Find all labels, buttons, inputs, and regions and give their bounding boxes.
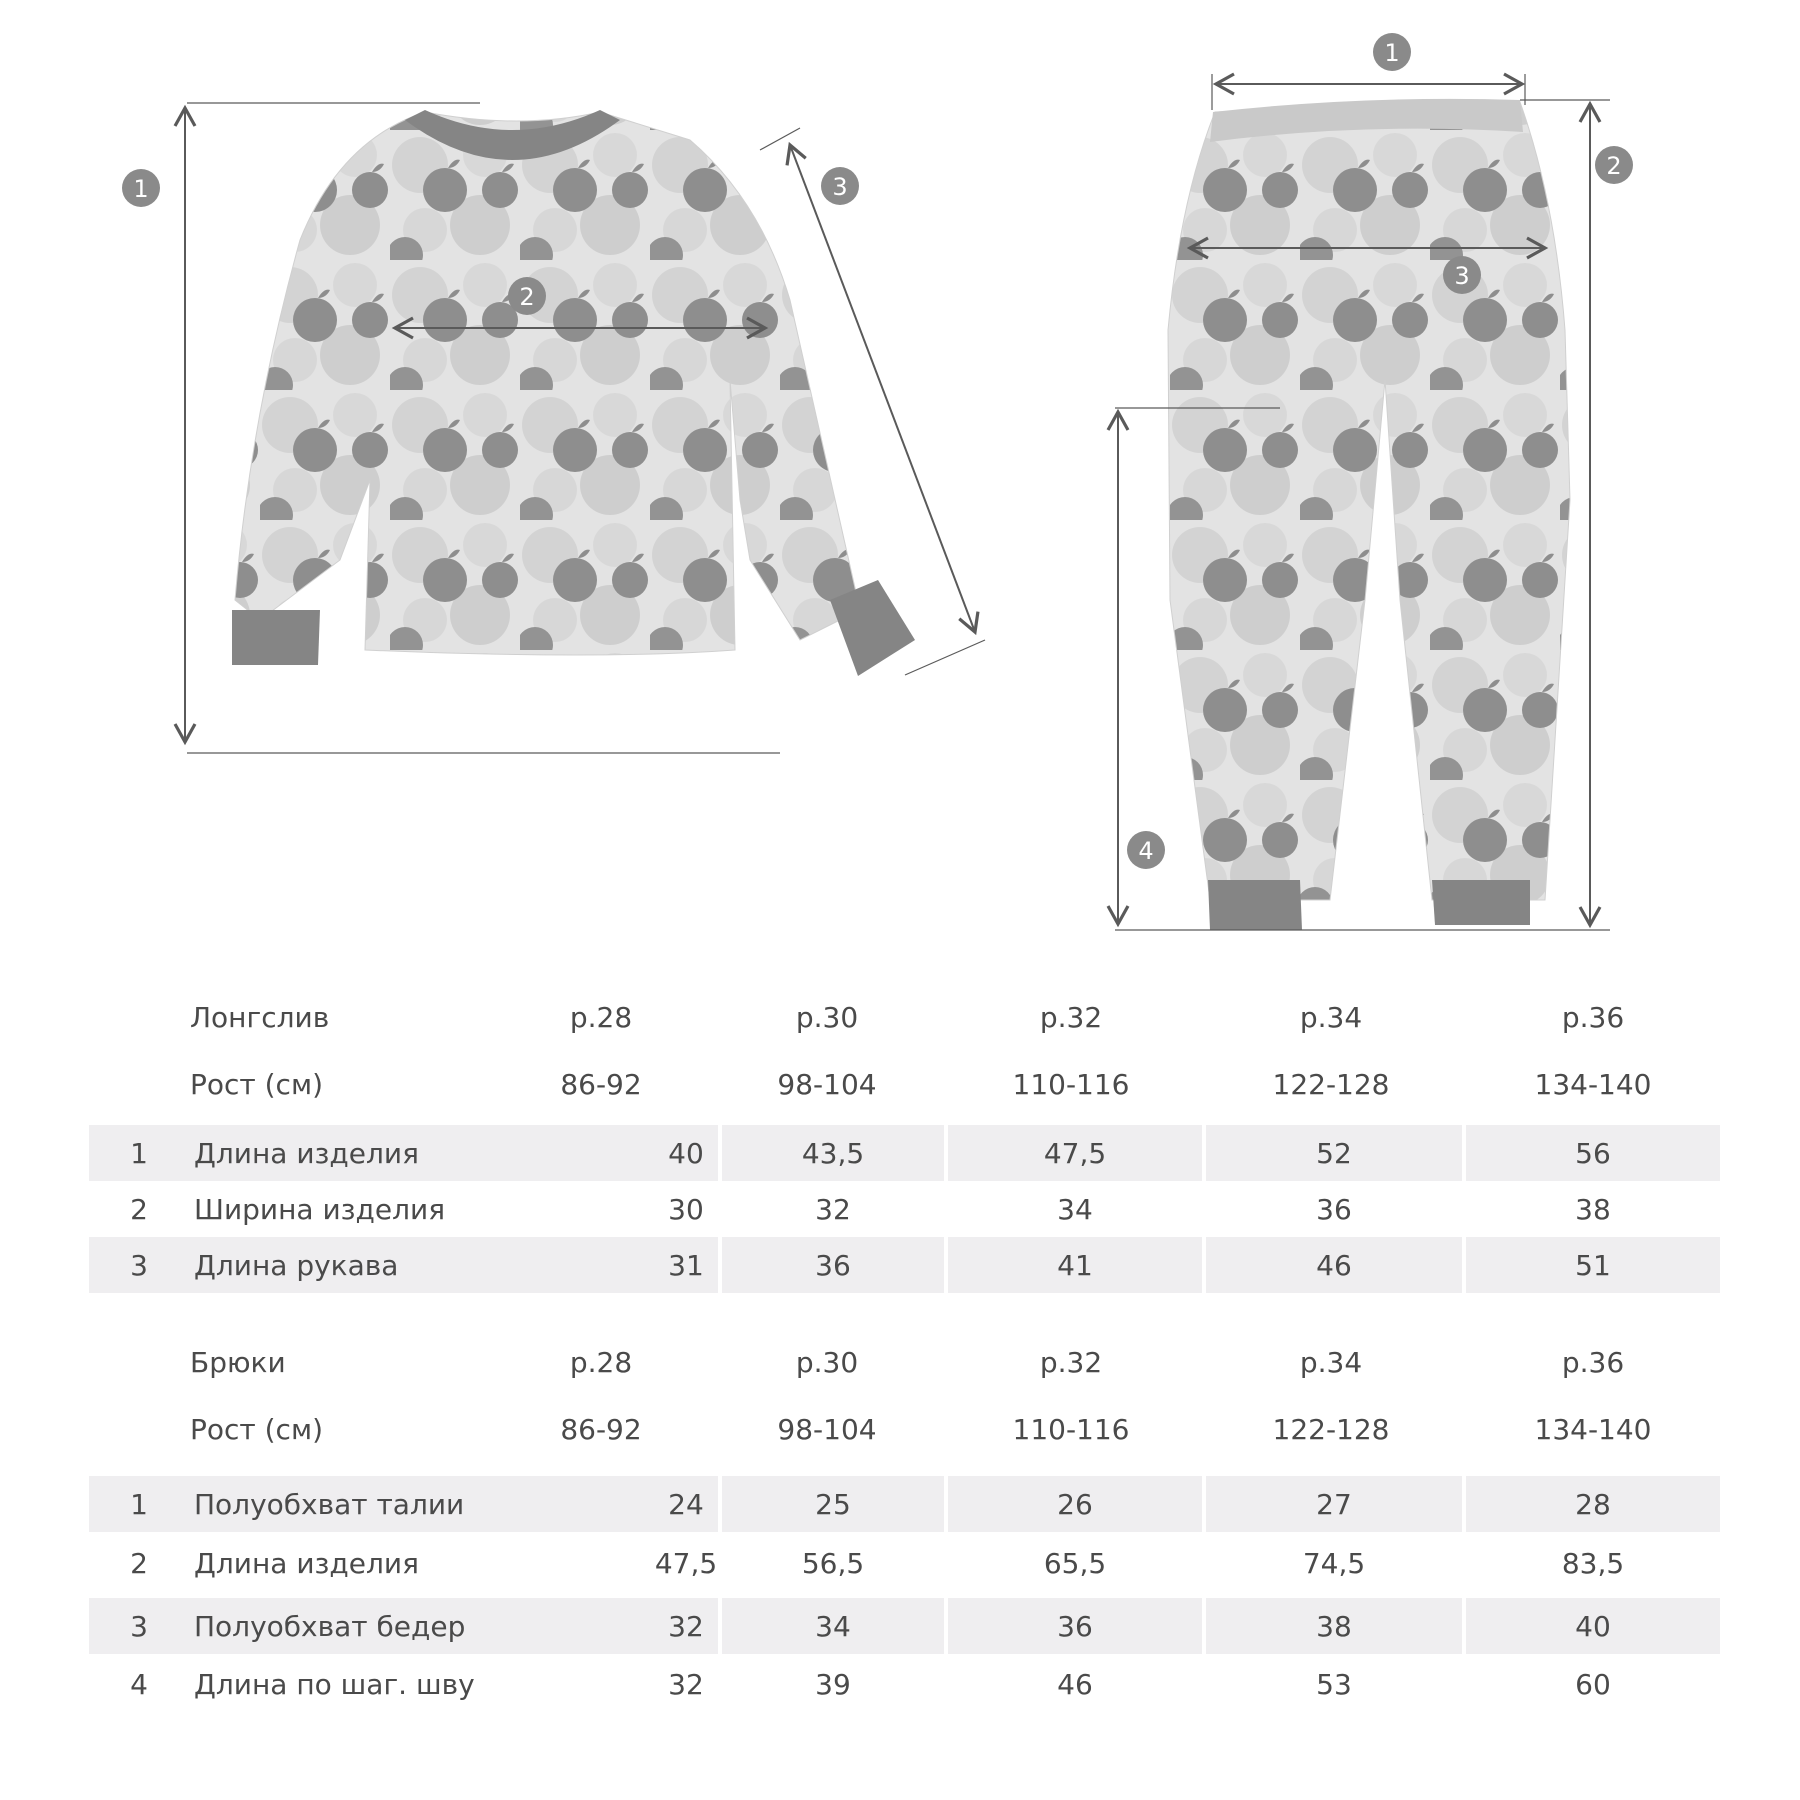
height-label: Рост (см) [190, 1067, 323, 1101]
svg-text:4: 4 [1138, 837, 1154, 865]
marker-1-shirt [122, 169, 160, 207]
svg-text:2: 2 [519, 283, 535, 311]
height-value: 98-104 [777, 1412, 877, 1446]
row-value: 51 [1466, 1237, 1720, 1293]
row-value: 34 [722, 1598, 944, 1654]
row-value: 30 [668, 1192, 704, 1226]
svg-text:3: 3 [1454, 262, 1470, 290]
row-value: 25 [722, 1476, 944, 1532]
svg-text:1: 1 [133, 175, 149, 203]
row-value: 56 [1466, 1125, 1720, 1181]
row-value: 24 [668, 1487, 704, 1521]
marker-2-shirt [508, 277, 546, 315]
row-label: Длина изделия [194, 1136, 419, 1170]
table-row [89, 1535, 1720, 1591]
row-value: 41 [948, 1237, 1202, 1293]
svg-text:2: 2 [1606, 152, 1622, 180]
row-value: 65,5 [1043, 1546, 1107, 1580]
marker-3-shirt [821, 167, 859, 205]
marker-2-pants [1595, 146, 1633, 184]
table-row [89, 1476, 1720, 1532]
height-value: 98-104 [777, 1067, 877, 1101]
row-value: 26 [948, 1476, 1202, 1532]
size-header: р.30 [795, 1000, 859, 1034]
row-value: 32 [668, 1609, 704, 1643]
row-value: 28 [1466, 1476, 1720, 1532]
height-value: 86-92 [560, 1412, 642, 1446]
row-value: 38 [1575, 1192, 1611, 1226]
row-value: 34 [1057, 1192, 1093, 1226]
table-row [89, 1237, 1720, 1293]
row-label: Ширина изделия [194, 1192, 446, 1226]
row-value: 32 [815, 1192, 851, 1226]
size-header: р.28 [569, 1000, 633, 1034]
row-label: Полуобхват талии [194, 1487, 465, 1521]
row-number: 3 [130, 1609, 148, 1643]
row-value: 36 [722, 1237, 944, 1293]
table-row [89, 1656, 1720, 1712]
marker-3-pants [1443, 256, 1481, 294]
marker-1-pants [1373, 33, 1411, 71]
row-number: 1 [89, 1125, 189, 1181]
longsleeve-title: Лонгслив [190, 1000, 330, 1034]
height-value: 134-140 [1534, 1067, 1652, 1101]
row-value: 47,5 [654, 1546, 718, 1580]
pants-title: Брюки [190, 1345, 286, 1379]
row-number: 3 [130, 1248, 148, 1282]
row-label: Длина рукава [194, 1248, 399, 1282]
height-value: 110-116 [1012, 1412, 1130, 1446]
row-value: 56,5 [801, 1546, 865, 1580]
svg-text:1: 1 [1384, 39, 1400, 67]
pants-body [1168, 102, 1570, 900]
size-header: р.32 [1039, 1345, 1103, 1379]
row-number: 2 [130, 1192, 148, 1226]
marker-4-pants [1127, 831, 1165, 869]
row-value: 39 [815, 1667, 851, 1701]
size-header: р.36 [1561, 1345, 1625, 1379]
table-row [89, 1181, 1720, 1237]
pants-illustration [1115, 33, 1633, 930]
svg-text:3: 3 [832, 173, 848, 201]
height-value: 86-92 [560, 1067, 642, 1101]
row-value: 36 [1316, 1192, 1352, 1226]
row-value: 38 [1206, 1598, 1462, 1654]
row-value: 40 [668, 1136, 704, 1170]
row-value: 46 [1057, 1667, 1093, 1701]
row-value: 40 [1466, 1598, 1720, 1654]
height-value: 110-116 [1012, 1067, 1130, 1101]
row-value: 60 [1575, 1667, 1611, 1701]
shirt-body [235, 112, 860, 655]
size-header: р.36 [1561, 1000, 1625, 1034]
height-value: 134-140 [1534, 1412, 1652, 1446]
row-label: Полуобхват бедер [194, 1609, 466, 1643]
row-number: 2 [130, 1546, 148, 1580]
row-value: 83,5 [1561, 1546, 1625, 1580]
row-value: 31 [668, 1248, 704, 1282]
row-value: 52 [1206, 1125, 1462, 1181]
row-value: 47,5 [948, 1125, 1202, 1181]
size-header: р.32 [1039, 1000, 1103, 1034]
longsleeve-illustration [122, 103, 985, 753]
row-value: 27 [1206, 1476, 1462, 1532]
height-value: 122-128 [1272, 1067, 1390, 1101]
pants-cuff-left [1208, 880, 1302, 930]
table-row [89, 1125, 1720, 1181]
row-value: 53 [1316, 1667, 1352, 1701]
row-value: 43,5 [722, 1125, 944, 1181]
size-header: р.34 [1299, 1000, 1363, 1034]
row-number: 1 [130, 1487, 148, 1521]
shirt-cuff-left [232, 610, 320, 665]
row-value: 36 [948, 1598, 1202, 1654]
row-label: Длина изделия [194, 1546, 419, 1580]
row-value: 32 [668, 1667, 704, 1701]
row-value: 74,5 [1302, 1546, 1366, 1580]
size-header: р.30 [795, 1345, 859, 1379]
size-header: р.34 [1299, 1345, 1363, 1379]
longsleeve-height-header [0, 1064, 1800, 1104]
height-value: 122-128 [1272, 1412, 1390, 1446]
pants-height-header [0, 1409, 1800, 1449]
table-row [89, 1598, 1720, 1654]
row-value: 46 [1206, 1237, 1462, 1293]
size-header: р.28 [569, 1345, 633, 1379]
pants-cuff-right [1432, 880, 1530, 925]
row-label: Длина по шаг. шву [194, 1667, 475, 1701]
longsleeve-size-header [0, 997, 1800, 1037]
height-label: Рост (см) [190, 1412, 323, 1446]
pants-size-header [0, 1342, 1800, 1382]
row-number: 4 [130, 1667, 148, 1701]
